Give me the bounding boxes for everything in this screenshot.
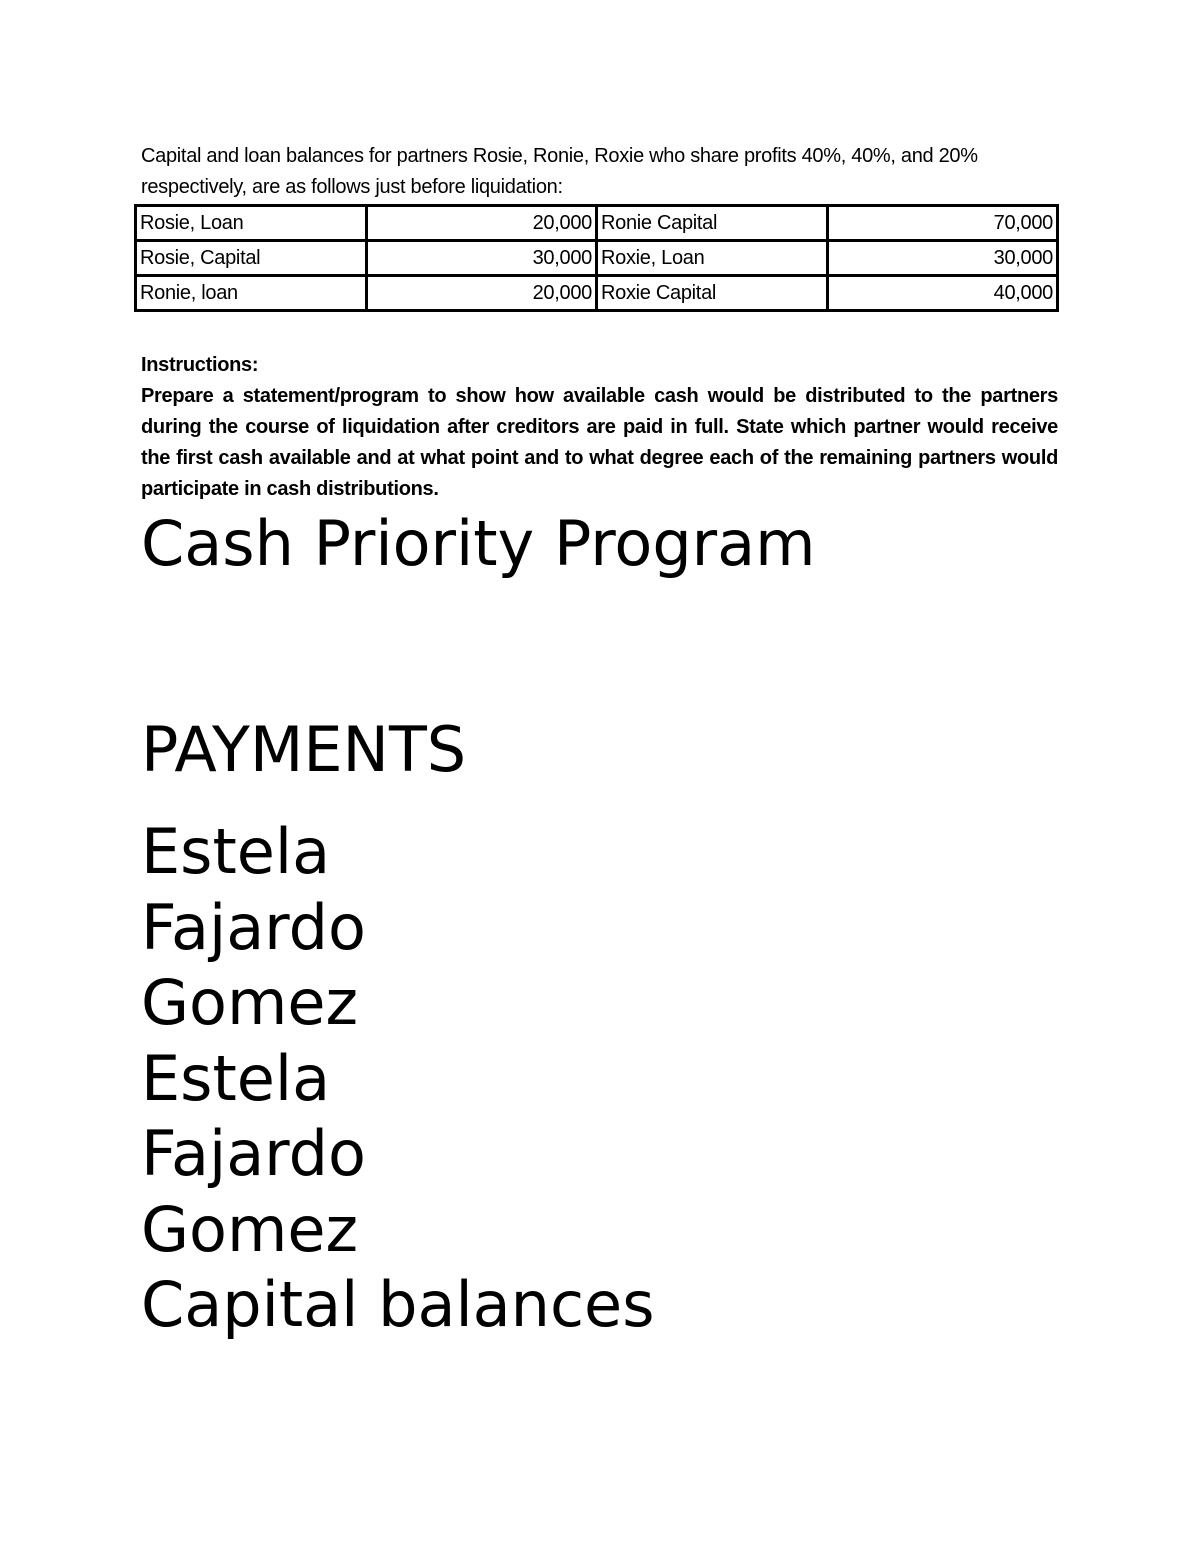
- table-cell-label: Ronie Capital: [596, 206, 827, 241]
- instructions-body: Prepare a statement/program to show how available cash would be distributed to the partners during the course of liquidation after creditors are paid in full. State which partner would receive the first cash available and at what point and to what degree each of the remaining partners would participate in cash distributions.: [141, 385, 1058, 500]
- table-cell-amount: 70,000: [827, 206, 1057, 241]
- program-title: Cash Priority Program: [141, 507, 816, 580]
- table-cell-amount: 20,000: [366, 206, 596, 241]
- list-item: Gomez: [141, 1192, 359, 1266]
- balances-table: [134, 204, 1059, 312]
- table-cell-label: Roxie, Loan: [596, 241, 827, 276]
- payments-heading: PAYMENTS: [141, 713, 467, 786]
- list-item: Estela: [141, 1041, 331, 1115]
- table-row: [136, 276, 1058, 311]
- intro-paragraph: Capital and loan balances for partners Rosie, Ronie, Roxie who share profits 40%, 40%, and 20% respectively, are as follows just before liquidation:: [141, 145, 978, 198]
- table-cell-label: Rosie, Capital: [136, 241, 367, 276]
- table-row: [136, 241, 1058, 276]
- list-item: Estela: [141, 815, 331, 888]
- table-cell-label: Roxie Capital: [596, 276, 827, 311]
- list-item: Fajardo: [141, 890, 366, 964]
- list-item: Fajardo: [141, 1117, 366, 1190]
- table-cell-amount: 40,000: [827, 276, 1057, 311]
- table-cell-amount: 20,000: [366, 276, 596, 311]
- table-row: [136, 206, 1058, 241]
- capital-balances-label: Capital balances: [141, 1268, 655, 1341]
- table-cell-label: Ronie, loan: [136, 276, 367, 311]
- list-item: Gomez: [141, 966, 359, 1039]
- table-cell-amount: 30,000: [827, 241, 1057, 276]
- table-cell-label: Rosie, Loan: [136, 206, 367, 241]
- instructions-heading: Instructions:: [141, 354, 259, 376]
- partner-names-list: [141, 814, 366, 1267]
- table-cell-amount: 30,000: [366, 241, 596, 276]
